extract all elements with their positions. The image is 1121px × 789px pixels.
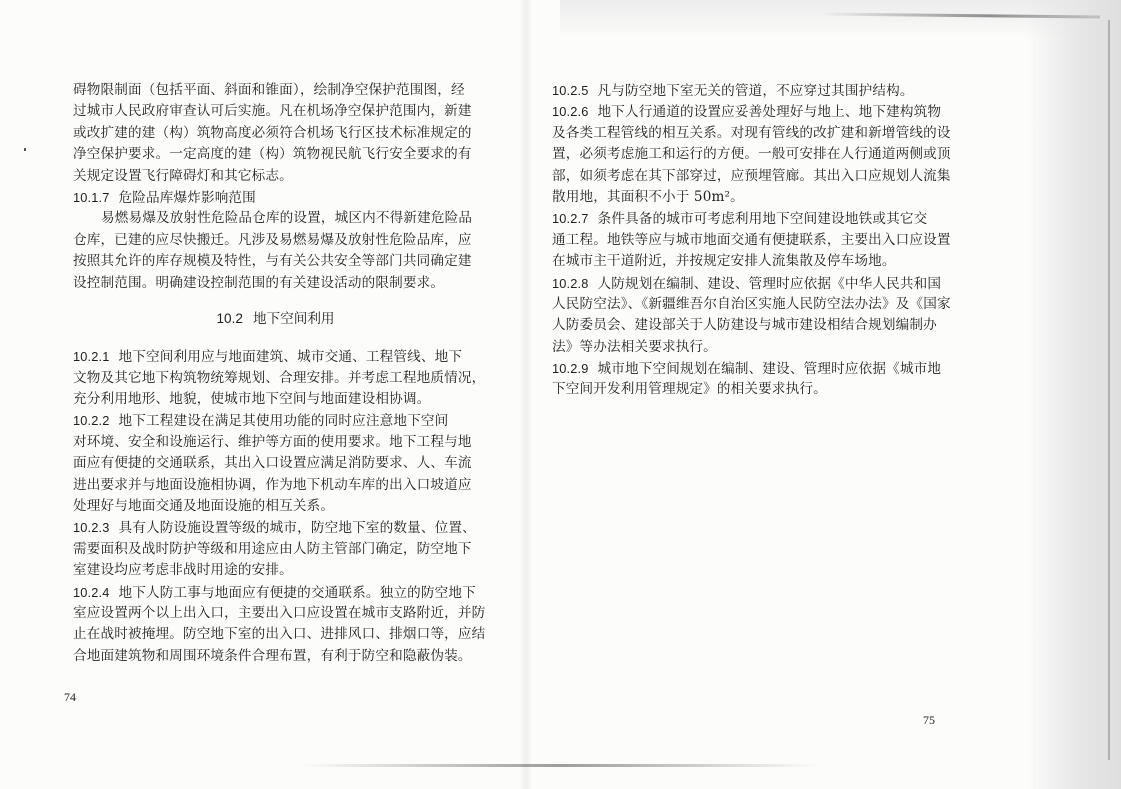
clause-text: 地下人防工事与地面应有便捷的交通联系。独立的防空地下 (118, 584, 476, 601)
clause-line: 需要面积及战时防护等级和用途应由人防主管部门确定，防空地下 (73, 540, 472, 557)
clause-number: 10.2.3 (73, 520, 110, 536)
clause-line: 仓库，已建的应尽快搬迁。凡涉及易燃易爆及放射性危险品库，应 (73, 231, 472, 248)
clause-line: 文物及其它地下构筑物统筹规划、合理安排。并考虑工程地质情况， (73, 369, 486, 386)
clause-10-2-4 (73, 582, 478, 603)
clause-10-2-7 (552, 208, 962, 229)
scan-shadow-right (1026, 0, 1121, 789)
clause-10-2-8 (552, 273, 962, 294)
clause-text: 具有人防设施设置等级的城市，防空地下室的数量、位置、 (118, 520, 476, 537)
right-page (552, 80, 962, 401)
intro-line: 碍物限制面（包括平面、斜面和锥面），绘制净空保护范围图，经 (73, 82, 465, 98)
clause-line: 处理好与地面交通及地面设施的相互关系。 (73, 498, 335, 515)
intro-line: 过城市人民政府审查认可后实施。凡在机场净空保护范围内，新建 (73, 103, 472, 120)
clause-line: 在城市主干道附近，并按规定安排人流集散及停车场地。 (552, 253, 896, 270)
clause-text: 人防规划在编制、建设、管理时应依据《中华人民共和国 (597, 275, 942, 292)
clause-line: 止在战时被掩埋。防空地下室的出入口、进排风口、排烟口等，应结 (73, 626, 486, 643)
clause-text: 地下人行通道的设置应妥善处理好与地上、地下建构筑物 (597, 104, 942, 121)
clause-line: 面应有便捷的交通联系，其出入口设置应满足消防要求、人、车流 (73, 455, 472, 472)
clause-text: 凡与防空地下室无关的管道，不应穿过其围护结构。 (597, 83, 914, 99)
clause-line: 人民防空法》、《新疆维吾尔自治区实施人民防空法办法》及《国家 (552, 295, 951, 312)
clause-10-2-5 (552, 80, 962, 101)
section-heading (73, 308, 478, 329)
section-number: 10.2 (216, 310, 243, 326)
clause-10-1-7-heading (73, 187, 478, 208)
clause-10-2-9 (552, 358, 962, 379)
clause-number: 10.2.6 (552, 104, 589, 120)
clause-line: 充分利用地形、地貌，使城市地下空间与地面建设相协调。 (73, 391, 431, 408)
page-edge-right (1108, 20, 1110, 760)
book-gutter (519, 0, 533, 789)
clause-line: 对环境、安全和设施运行、维护等方面的使用要求。地下工程与地 (73, 433, 472, 450)
clause-10-2-6 (552, 101, 962, 122)
clause-text: 城市地下空间规划在编制、建设、管理时应依据《城市地 (597, 361, 942, 378)
clause-line: 室应设置两个以上出入口，主要出入口应设置在城市支路附近，并防 (73, 604, 486, 621)
clause-number: 10.2.1 (73, 349, 110, 365)
clause-line: 部，如须考虑在其下部穿过，应预埋管廊。其出入口应规划人流集 (552, 167, 951, 184)
intro-line: 关规定设置飞行障碍灯和其它标志。 (73, 167, 293, 184)
clause-number: 10.2.5 (552, 83, 589, 98)
intro-line: 净空保护要求。一定高度的建（构）筑物视民航飞行安全要求的有 (73, 146, 472, 163)
page-number-right: 75 (923, 713, 935, 727)
clause-line: 人防委员会、建设部关于人防建设与城市建设相结合规划编制办 (552, 317, 937, 334)
clause-number: 10.2.9 (552, 361, 589, 377)
clause-line: 合地面建筑物和周围环境条件合理布置，有利于防空和隐蔽伪装。 (73, 647, 472, 664)
page-number-left: 74 (64, 690, 76, 704)
clause-line: 法》等办法相关要求执行。 (552, 338, 717, 355)
clause-text: 条件具备的城市可考虑利用地下空间建设地铁或其它交 (597, 211, 928, 228)
section-title: 地下空间利用 (252, 310, 335, 327)
clause-text: 地下工程建设在满足其使用功能的同时应注意地下空间 (118, 413, 449, 430)
clause-text: 地下空间利用应与地面建筑、城市交通、工程管线、地下 (118, 349, 463, 366)
clause-line: 按照其允许的库存规模及特性，与有关公共安全等部门共同确定建 (73, 253, 472, 270)
clause-line: 下空间开发利用管理规定》的相关要求执行。 (552, 381, 827, 398)
clause-line: 易燃易爆及放射性危险品仓库的设置，城区内不得新建危险品 (101, 210, 473, 227)
page-edge-bottom (300, 764, 820, 767)
clause-10-2-3 (73, 517, 478, 538)
clause-line: 进出要求并与地面设施相协调，作为地下机动车库的出入口坡道应 (73, 476, 472, 493)
clause-number: 10.2.8 (552, 275, 589, 291)
clause-line: 及各类工程管线的相互关系。对现有管线的改扩建和新增管线的设 (552, 124, 951, 141)
clause-10-2-1 (73, 346, 478, 367)
clause-line: 置，必须考虑施工和运行的方便。一般可安排在人行通道两侧或顶 (552, 146, 951, 163)
clause-number: 10.2.7 (552, 211, 589, 227)
scan-speck (24, 148, 26, 151)
clause-number: 10.2.2 (73, 413, 110, 429)
clause-number: 10.1.7 (73, 189, 110, 205)
left-page (73, 80, 486, 667)
clause-line: 室建设均应考虑非战时用途的安排。 (73, 562, 293, 579)
clause-line: 散用地，其面积不小于 50m²。 (552, 188, 744, 205)
clause-10-2-2 (73, 410, 478, 431)
clause-number: 10.2.4 (73, 584, 110, 600)
clause-title: 危险品库爆炸影响范围 (118, 189, 256, 206)
clause-line: 通工程。地铁等应与城市地面交通有便捷联系，主要出入口应设置 (552, 231, 951, 248)
clause-line: 设控制范围。明确建设控制范围的有关建设活动的限制要求。 (73, 274, 445, 291)
intro-line: 或改扩建的建（构）筑物高度必须符合机场飞行区技术标准规定的 (73, 124, 472, 141)
